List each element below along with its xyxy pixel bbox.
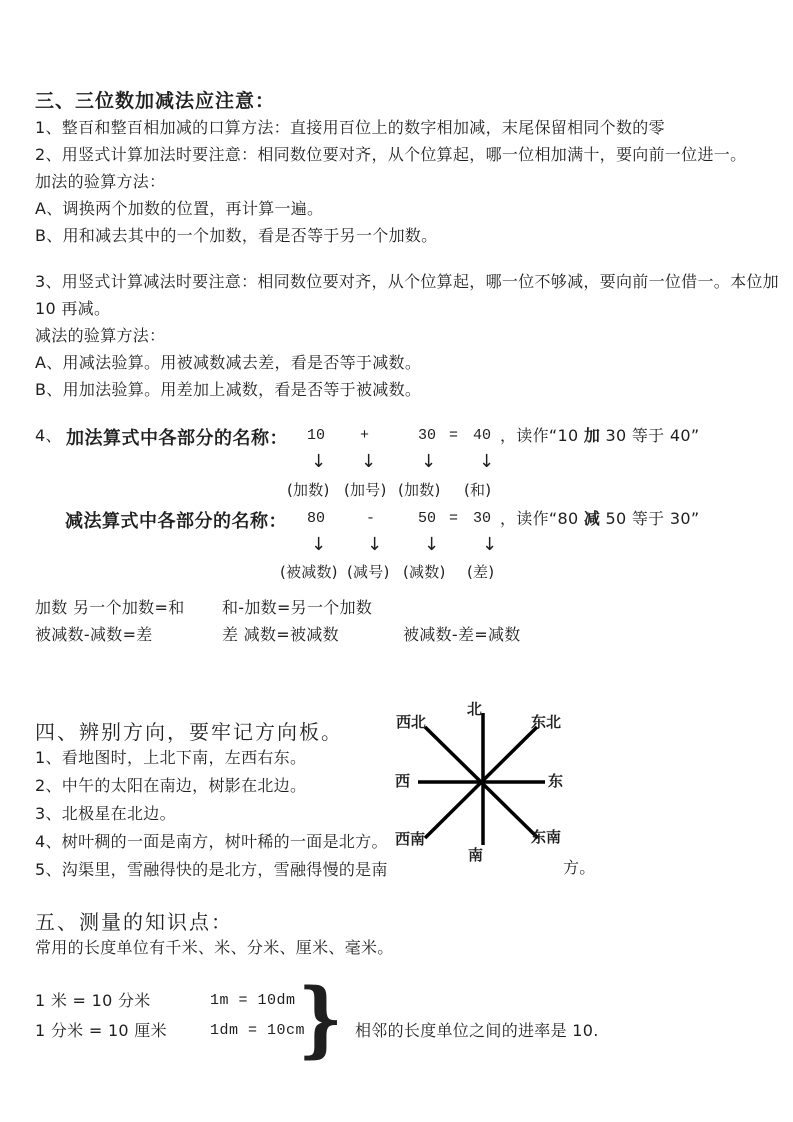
section3-line: A、用减法验算。用被减数减去差，看是否等于减数。 [35,353,422,372]
formula: 加数 另一个加数=和 [35,598,185,617]
addition-part-label: (和) [464,481,492,499]
subtraction-part-label: (减号) [347,563,390,581]
addition-equals: = [449,427,459,444]
grouping-brace: } [298,971,343,1067]
compass-label-north: 北 [467,700,483,718]
formula: 差 减数=被减数 [222,625,339,644]
section3-line: 减法的验算方法： [35,326,166,345]
compass-label-northwest: 西北 [396,713,427,731]
section5-intro: 常用的长度单位有千米、米、分米、厘米、毫米。 [35,938,394,957]
direction-item: 2、中午的太阳在南边，树影在北边。 [35,776,307,795]
section4-heading: 四、辨别方向，要牢记方向板。 [35,720,343,744]
formula: 被减数-差=减数 [403,625,521,644]
section3-line: B、用和减去其中的一个加数，看是否等于另一个加数。 [35,226,438,245]
length-eq-cn: 1 米 = 10 分米 [35,991,151,1010]
section3-line: 加法的验算方法： [35,172,166,191]
down-arrow-icon: ↓ [361,451,377,472]
down-arrow-icon: ↓ [311,534,327,555]
addition-result: 40 [473,427,492,444]
direction-item: 1、看地图时，上北下南，左西右东。 [35,748,307,767]
addition-part-label: (加数) [287,481,330,499]
subtraction-term: 80 [307,510,326,527]
direction-item: 3、北极星在北边。 [35,804,176,823]
subtraction-part-label: (被减数) [280,563,338,581]
item4-number: 4、 [35,426,62,445]
subtraction-operator: - [366,510,376,527]
compass-label-southwest: 西南 [395,830,426,848]
down-arrow-icon: ↓ [311,451,327,472]
subtraction-equals: = [449,510,459,527]
addition-part-label: (加数) [398,481,441,499]
addition-term: 10 [307,427,326,444]
addition-label: 加法算式中各部分的名称： [66,428,288,449]
section3-line: A、调换两个加数的位置，再计算一遍。 [35,199,324,218]
down-arrow-icon: ↓ [482,534,498,555]
direction-item: 4、树叶稠的一面是南方，树叶稀的一面是北方。 [35,832,388,851]
subtraction-term: 50 [418,510,437,527]
compass-label-south: 南 [468,846,484,864]
length-eq-cn: 1 分米 = 10 厘米 [35,1021,167,1040]
length-eq-en: 1m = 10dm [210,992,296,1009]
direction-item: 5、沟渠里，雪融得快的是北方，雪融得慢的是南 [35,860,388,879]
formula: 和-加数=另一个加数 [222,598,373,617]
subtraction-part-label: (差) [467,563,495,581]
down-arrow-icon: ↓ [367,534,383,555]
compass-label-southeast: 东南 [531,828,562,846]
subtraction-part-label: (减数) [403,563,446,581]
down-arrow-icon: ↓ [479,451,495,472]
section3-line: 10 再减。 [35,299,111,318]
section3-line: 2、用竖式计算加法时要注意：相同数位要对齐，从个位算起，哪一位相加满十，要向前一位进一。 [35,145,747,164]
section3-line: 1、整百和整百相加减的口算方法：直接用百位上的数字相加减，末尾保留相同个数的零 [35,118,665,137]
addition-reading: ，读作“10 加 30 等于 40” [500,426,700,445]
subtraction-result: 30 [473,510,492,527]
compass-label-east: 东 [548,772,564,790]
section3-line: B、用加法验算。用差加上减数，看是否等于被减数。 [35,380,422,399]
addition-part-label: (加号) [344,481,387,499]
down-arrow-icon: ↓ [421,451,437,472]
addition-term: 30 [418,427,437,444]
compass-label-northeast: 东北 [531,713,562,731]
section5-note: 相邻的长度单位之间的进率是 10. [355,1021,599,1040]
section3-heading: 三、三位数加减法应注意： [35,90,276,112]
formula: 被减数-减数=差 [35,625,153,644]
section3-line: 3、用竖式计算减法时要注意：相同数位要对齐，从个位算起，哪一位不够减，要向前一位借一。本位加 [35,272,779,291]
subtraction-label: 减法算式中各部分的名称： [65,511,287,532]
compass-label-west: 西 [395,772,411,790]
addition-operator: + [360,427,370,444]
section5-heading: 五、测量的知识点： [35,910,233,934]
direction-item5-wrap: 方。 [563,858,596,877]
length-eq-en: 1dm = 10cm [210,1022,306,1039]
down-arrow-icon: ↓ [424,534,440,555]
subtraction-reading: ，读作“80 减 50 等于 30” [500,509,700,528]
